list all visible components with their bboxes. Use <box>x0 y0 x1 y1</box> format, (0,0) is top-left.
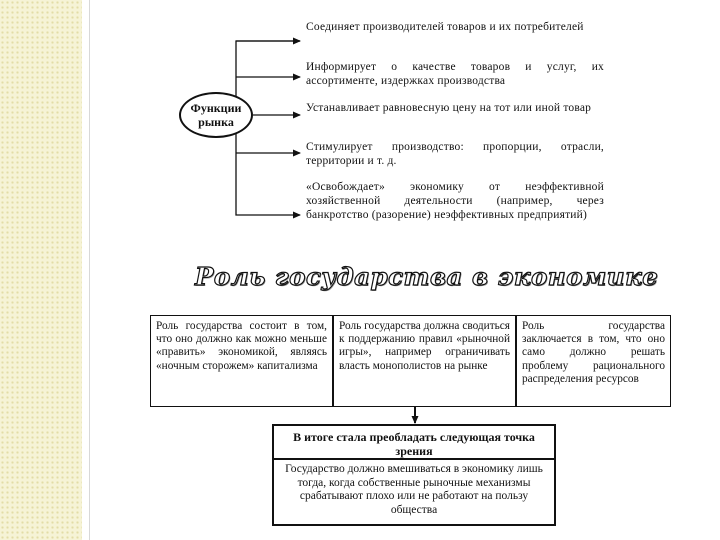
role-box-1: Роль государства состоит в том, что оно должно как можно меньше «править» экономикой, являясь «ночным сторожем» капитализма <box>150 315 333 407</box>
node-label-2: рынка <box>198 115 234 129</box>
result-heading-box: В итоге стала преобладать следующая точка зрения <box>272 424 556 462</box>
role-box-3: Роль государства заключается в том, что оно само должно решать проблему рационального распределения ресурсов <box>516 315 671 407</box>
result-body-box: Государство должно вмешиваться в экономику лишь тогда, когда собственные рыночные механизмы срабатывают плохо или не работают на пользу общества <box>272 458 556 526</box>
market-functions-node <box>179 92 253 138</box>
role-box-2: Роль государства должна сводиться к поддержанию правил «рыночной игры», например ограничивать власть монополистов на рынке <box>333 315 516 407</box>
function-item-5: «Освобождает» экономику от неэффективной хозяйственной деятельности (например, через банкротство (разорение) неэффективных предприятий) <box>306 181 604 221</box>
function-item-2: Информирует о качестве товаров и услуг, их ассортименте, издержках производства <box>306 61 604 87</box>
function-item-4: Стимулирует производство: пропорции, отрасли, территории и т. д. <box>306 141 604 167</box>
function-item-3: Устанавливает равновесную цену на тот или иной товар <box>306 102 592 114</box>
slide-title: Роль государства в экономике <box>195 262 659 291</box>
node-label-1: Функции <box>190 101 242 115</box>
function-item-1: Соединяет производителей товаров и их потребителей <box>306 21 584 33</box>
